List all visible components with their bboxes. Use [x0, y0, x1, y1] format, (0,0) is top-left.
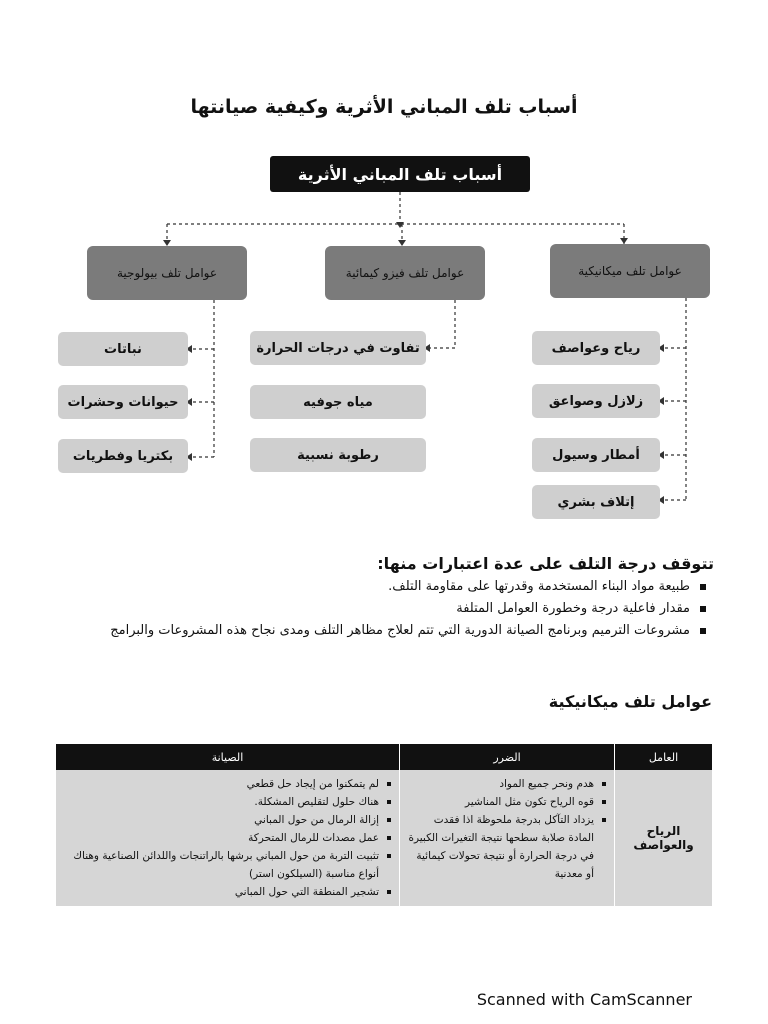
leaf-animals-insects: حيوانات وحشرات — [58, 385, 188, 419]
leaf-relative-humidity: رطوبة نسبية — [250, 438, 426, 472]
maintenance-item: هناك حلول لتقليص المشكلة. — [62, 793, 393, 811]
maintenance-item: عمل مصدات للرمال المتحركة — [62, 829, 393, 847]
damage-item: هدم ونحر جميع المواد — [406, 775, 608, 793]
damage-item: يزداد التآكل بدرجة ملحوظة اذا فقدت المادة صلابة سطحها نتيجة التغيرات الكبيرة في درجة الحرارة أو نتيجة تحولات كيمائية أو معدنية — [406, 811, 608, 883]
consideration-item: طبيعة مواد البناء المستخدمة وقدرتها على مقاومة التلف. — [66, 576, 726, 598]
category-physicochemical-box: عوامل تلف فيزو كيمائية — [325, 246, 485, 300]
maintenance-item: إزالة الرمال من حول المباني — [62, 811, 393, 829]
consideration-item: مقدار فاعلية درجة وخطورة العوامل المتلفة — [66, 598, 726, 620]
header-factor: العامل — [615, 744, 713, 770]
leaf-earthquakes-lightning: زلازل وصواعق — [532, 384, 660, 418]
header-maintenance: الصيانة — [56, 744, 400, 770]
mechanical-section-heading: عوامل تلف ميكانيكية — [548, 692, 712, 711]
camscanner-watermark: Scanned with CamScanner — [476, 990, 692, 1009]
leaf-winds-storms: رياح وعواصف — [532, 331, 660, 365]
considerations-heading: تتوقف درجة التلف على عدة اعتبارات منها: — [377, 554, 714, 573]
page-title: أسباب تلف المباني الأثرية وكيفية صيانتها — [190, 96, 578, 118]
maintenance-item: تشجير المنطقة التي حول المباني — [62, 883, 393, 901]
consideration-item: مشروعات الترميم وبرنامج الصيانة الدورية التي تتم لعلاج مظاهر التلف ومدى نجاح هذه المشروعات والبرامج — [66, 620, 726, 642]
leaf-plants: نباتات — [58, 332, 188, 366]
category-biological-box: عوامل تلف بيولوجية — [87, 246, 247, 300]
cell-factor: الرياح والعواصف — [615, 770, 713, 906]
maintenance-item: لم يتمكنوا من إيجاد حل قطعي — [62, 775, 393, 793]
maintenance-table — [55, 744, 712, 906]
cell-damage — [400, 770, 615, 906]
maintenance-item: تثبيت التربة من حول المباني برشها بالراتنجات واللدائن الصناعية وهناك أنواع مناسبة (السيلكون استر) — [62, 847, 393, 883]
considerations-list — [66, 576, 726, 642]
diagram-root-box: أسباب تلف المباني الأثرية — [270, 156, 530, 192]
leaf-temperature-variation: تفاوت في درجات الحرارة — [250, 331, 426, 365]
category-mechanical-box: عوامل تلف ميكانيكية — [550, 244, 710, 298]
leaf-rain-floods: أمطار وسيول — [532, 438, 660, 472]
header-damage: الضرر — [400, 744, 615, 770]
leaf-human-damage: إتلاف بشري — [532, 485, 660, 519]
cell-maintenance — [56, 770, 400, 906]
leaf-bacteria-fungi: بكتريا وفطريات — [58, 439, 188, 473]
leaf-groundwater: مياه جوفيه — [250, 385, 426, 419]
damage-item: قوه الرياح تكون مثل المناشير — [406, 793, 608, 811]
